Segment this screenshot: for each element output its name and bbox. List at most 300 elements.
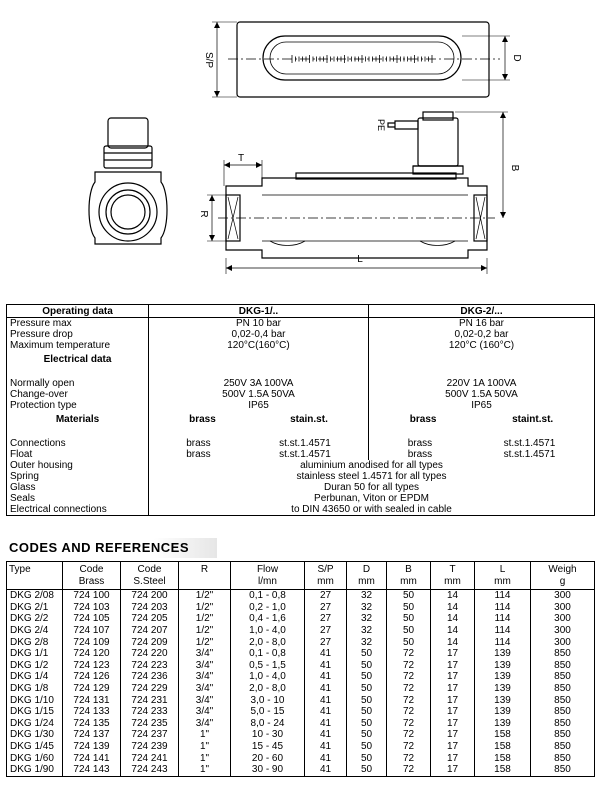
codes-table bbox=[6, 561, 595, 777]
table-cell: 27 bbox=[305, 590, 347, 602]
material-row bbox=[7, 438, 595, 449]
table-cell: 72 bbox=[387, 729, 431, 741]
column-header-line1: S/P bbox=[317, 564, 334, 575]
table-cell: 1/2" bbox=[179, 625, 231, 637]
column-header-line2: mm bbox=[444, 576, 461, 587]
table-cell: 72 bbox=[387, 706, 431, 718]
table-cell: 850 bbox=[531, 671, 595, 683]
operating-data-table bbox=[6, 304, 595, 516]
operating-row bbox=[7, 389, 595, 400]
material-rows bbox=[7, 438, 595, 460]
table-cell: 724 223 bbox=[121, 660, 179, 672]
table-row bbox=[7, 660, 595, 672]
dim-label-t: T bbox=[237, 153, 245, 164]
table-cell: 17 bbox=[431, 694, 475, 706]
table-cell: 72 bbox=[387, 671, 431, 683]
table-cell: 0,1 - 0,8 bbox=[231, 590, 305, 602]
row-label: Spring bbox=[10, 471, 39, 482]
table-cell: 0,4 - 1,6 bbox=[231, 613, 305, 625]
column-header bbox=[179, 562, 231, 590]
table-cell: DKG 2/08 bbox=[10, 590, 54, 602]
table-cell: 50 bbox=[347, 764, 387, 776]
table-cell: 724 237 bbox=[121, 729, 179, 741]
table-cell: 3,0 - 10 bbox=[231, 694, 305, 706]
table-cell: 8,0 - 24 bbox=[231, 718, 305, 730]
table-cell: 300 bbox=[531, 636, 595, 648]
column-header-line2: Brass bbox=[78, 576, 105, 587]
dkg1-value: 250V 3A 100VA bbox=[149, 378, 369, 389]
column-header-line2: g bbox=[559, 576, 566, 587]
dkg1-value: 120°C(160°C) bbox=[149, 340, 369, 351]
table-cell: 1/2" bbox=[179, 613, 231, 625]
column-header-line2: mm bbox=[494, 576, 511, 587]
technical-drawing bbox=[0, 0, 600, 290]
codes-header-row bbox=[7, 562, 595, 590]
table-cell: 114 bbox=[475, 636, 531, 648]
common-row bbox=[7, 493, 595, 504]
table-cell: 27 bbox=[305, 625, 347, 637]
table-cell: 724 100 bbox=[63, 590, 121, 602]
dkg1-value: 500V 1.5A 50VA bbox=[149, 389, 369, 400]
table-cell: 3/4" bbox=[179, 706, 231, 718]
row-label: Connections bbox=[10, 438, 66, 449]
table-cell: 3/4" bbox=[179, 660, 231, 672]
electrical-data-heading: Electrical data bbox=[43, 353, 112, 365]
table-cell: 724 129 bbox=[63, 683, 121, 695]
table-cell: 724 137 bbox=[63, 729, 121, 741]
table-cell: 50 bbox=[347, 683, 387, 695]
table-row bbox=[7, 625, 595, 637]
table-cell: 1" bbox=[179, 729, 231, 741]
table-row bbox=[7, 706, 595, 718]
column-header bbox=[121, 562, 179, 590]
column-header-line1: L bbox=[499, 564, 506, 575]
table-cell: 724 139 bbox=[63, 741, 121, 753]
table-cell: 10 - 30 bbox=[231, 729, 305, 741]
codes-body bbox=[7, 590, 595, 777]
table-cell: 724 235 bbox=[121, 718, 179, 730]
column-header-line1: D bbox=[362, 564, 371, 575]
table-cell: 50 bbox=[387, 636, 431, 648]
table-row bbox=[7, 590, 595, 602]
operating-row bbox=[7, 400, 595, 411]
column-header-line2: mm bbox=[400, 576, 417, 587]
table-cell: 17 bbox=[431, 671, 475, 683]
table-cell: 50 bbox=[347, 741, 387, 753]
table-cell: 1" bbox=[179, 741, 231, 753]
table-cell: 1,0 - 4,0 bbox=[231, 625, 305, 637]
table-cell: 14 bbox=[431, 613, 475, 625]
common-row bbox=[7, 482, 595, 493]
table-cell: 14 bbox=[431, 636, 475, 648]
table-cell: 17 bbox=[431, 648, 475, 660]
table-cell: 724 239 bbox=[121, 741, 179, 753]
materials-heading: Materials bbox=[55, 413, 100, 425]
dkg1-material-b-value: st.st.1.4571 bbox=[279, 438, 331, 449]
table-cell: DKG 1/2 bbox=[10, 659, 49, 671]
table-cell: 724 236 bbox=[121, 671, 179, 683]
table-cell: 158 bbox=[475, 741, 531, 753]
table-cell: 41 bbox=[305, 683, 347, 695]
dim-label-b: B bbox=[509, 164, 520, 172]
table-cell: 724 233 bbox=[121, 706, 179, 718]
dkg2-value: 120°C (160°C) bbox=[369, 340, 595, 351]
operating-row bbox=[7, 329, 595, 340]
table-cell: 72 bbox=[387, 741, 431, 753]
table-cell: 0,1 - 0,8 bbox=[231, 648, 305, 660]
table-cell: 850 bbox=[531, 660, 595, 672]
table-cell: 32 bbox=[347, 613, 387, 625]
table-cell: DKG 2/2 bbox=[10, 613, 49, 625]
table-cell: 724 200 bbox=[121, 590, 179, 602]
row-label: Seals bbox=[10, 493, 36, 504]
dkg1-material-a: brass bbox=[189, 413, 216, 425]
table-cell: DKG 1/45 bbox=[10, 741, 54, 753]
table-cell: 5,0 - 15 bbox=[231, 706, 305, 718]
table-cell: 1/2" bbox=[179, 590, 231, 602]
table-cell: DKG 1/60 bbox=[10, 752, 54, 764]
table-cell: 724 105 bbox=[63, 613, 121, 625]
column-header bbox=[231, 562, 305, 590]
table-row bbox=[7, 752, 595, 764]
table-cell: 17 bbox=[431, 764, 475, 776]
table-cell: 850 bbox=[531, 648, 595, 660]
table-cell: 3/4" bbox=[179, 718, 231, 730]
table-cell: 72 bbox=[387, 648, 431, 660]
table-cell: 300 bbox=[531, 602, 595, 614]
operating-row bbox=[7, 318, 595, 330]
table-cell: 3/4" bbox=[179, 648, 231, 660]
dim-label-sp: S/P bbox=[203, 51, 214, 69]
table-cell: 724 135 bbox=[63, 718, 121, 730]
table-cell: 27 bbox=[305, 613, 347, 625]
column-header bbox=[431, 562, 475, 590]
table-row bbox=[7, 741, 595, 753]
table-cell: 724 205 bbox=[121, 613, 179, 625]
table-cell: 17 bbox=[431, 660, 475, 672]
table-cell: 724 203 bbox=[121, 602, 179, 614]
table-cell: 1/2" bbox=[179, 636, 231, 648]
column-header bbox=[7, 562, 63, 590]
table-cell: 139 bbox=[475, 683, 531, 695]
table-cell: 139 bbox=[475, 660, 531, 672]
table-cell: 41 bbox=[305, 752, 347, 764]
table-cell: 41 bbox=[305, 741, 347, 753]
table-cell: 72 bbox=[387, 660, 431, 672]
table-cell: 17 bbox=[431, 741, 475, 753]
table-cell: 41 bbox=[305, 660, 347, 672]
column-header-line1: Weigh bbox=[548, 564, 577, 575]
table-row bbox=[7, 694, 595, 706]
dkg1-heading: DKG-1/.. bbox=[149, 305, 369, 318]
common-value: aluminium anodised for all types bbox=[149, 460, 595, 471]
table-cell: 724 109 bbox=[63, 636, 121, 648]
dkg2-material-a-value: brass bbox=[407, 449, 433, 460]
dkg2-value: 220V 1A 100VA bbox=[369, 378, 595, 389]
table-cell: 50 bbox=[347, 706, 387, 718]
table-cell: 50 bbox=[347, 694, 387, 706]
table-cell: 1" bbox=[179, 752, 231, 764]
dkg2-material-b: staint.st. bbox=[512, 413, 554, 425]
dim-label-d: D bbox=[511, 54, 522, 62]
operating-row bbox=[7, 378, 595, 389]
electrical-heading-row bbox=[7, 351, 595, 367]
table-row bbox=[7, 613, 595, 625]
table-cell: 724 103 bbox=[63, 602, 121, 614]
table-row bbox=[7, 648, 595, 660]
electrical-rows bbox=[7, 378, 595, 411]
table-cell: 1,0 - 4,0 bbox=[231, 671, 305, 683]
column-header bbox=[347, 562, 387, 590]
table-cell: DKG 1/8 bbox=[10, 683, 49, 695]
table-cell: 850 bbox=[531, 764, 595, 776]
dkg2-value: PN 16 bar bbox=[369, 318, 595, 330]
row-label: Normally open bbox=[10, 378, 75, 389]
table-cell: 114 bbox=[475, 602, 531, 614]
table-cell: 41 bbox=[305, 694, 347, 706]
column-header-line1: B bbox=[405, 564, 412, 575]
table-cell: 32 bbox=[347, 625, 387, 637]
dkg2-material-b-value: st.st.1.4571 bbox=[503, 449, 556, 460]
table-cell: 14 bbox=[431, 590, 475, 602]
dim-label-pe: PE bbox=[376, 118, 386, 132]
dkg2-value: 0,02-0,2 bar bbox=[369, 329, 595, 340]
table-cell: DKG 2/8 bbox=[10, 636, 49, 648]
row-label: Outer housing bbox=[10, 460, 73, 471]
table-cell: 139 bbox=[475, 671, 531, 683]
dkg2-material-a: brass bbox=[409, 413, 437, 425]
table-cell: 724 126 bbox=[63, 671, 121, 683]
table-cell: 72 bbox=[387, 683, 431, 695]
table-cell: 72 bbox=[387, 764, 431, 776]
table-row bbox=[7, 636, 595, 648]
table-cell: DKG 1/90 bbox=[10, 764, 54, 776]
table-cell: 139 bbox=[475, 718, 531, 730]
column-header-line2: mm bbox=[358, 576, 375, 587]
operating-row bbox=[7, 340, 595, 351]
column-header-line2: l/mn bbox=[258, 576, 277, 587]
table-cell: 0,2 - 1,0 bbox=[231, 602, 305, 614]
column-header-line1: Type bbox=[9, 564, 31, 575]
table-cell: 850 bbox=[531, 718, 595, 730]
table-row bbox=[7, 729, 595, 741]
row-label: Glass bbox=[10, 482, 36, 493]
table-cell: 50 bbox=[347, 671, 387, 683]
table-cell: 14 bbox=[431, 625, 475, 637]
column-header-line1: Code bbox=[137, 564, 162, 575]
dkg1-material-a-value: brass bbox=[186, 438, 211, 449]
table-cell: 1" bbox=[179, 764, 231, 776]
table-cell: 1/2" bbox=[179, 602, 231, 614]
table-cell: 17 bbox=[431, 718, 475, 730]
table-cell: 20 - 60 bbox=[231, 752, 305, 764]
dim-label-l: L bbox=[357, 254, 363, 265]
table-row bbox=[7, 671, 595, 683]
table-cell: 850 bbox=[531, 752, 595, 764]
material-row bbox=[7, 449, 595, 460]
table-cell: 0,5 - 1,5 bbox=[231, 660, 305, 672]
table-cell: 2,0 - 8,0 bbox=[231, 636, 305, 648]
table-cell: 50 bbox=[347, 729, 387, 741]
table-cell: 724 209 bbox=[121, 636, 179, 648]
materials-heading-row bbox=[7, 411, 595, 427]
column-header-line2: S.Steel bbox=[133, 576, 166, 587]
table-cell: 3/4" bbox=[179, 694, 231, 706]
common-row bbox=[7, 471, 595, 482]
table-cell: DKG 1/4 bbox=[10, 671, 49, 683]
table-cell: 724 141 bbox=[63, 752, 121, 764]
table-cell: 724 107 bbox=[63, 625, 121, 637]
row-label: Protection type bbox=[10, 400, 77, 411]
table-cell: 3/4" bbox=[179, 671, 231, 683]
dkg1-material-a-value: brass bbox=[186, 449, 211, 460]
table-cell: 17 bbox=[431, 706, 475, 718]
common-value: Perbunan, Viton or EPDM bbox=[149, 493, 595, 504]
table-cell: DKG 1/15 bbox=[10, 706, 54, 718]
table-cell: 32 bbox=[347, 590, 387, 602]
table-cell: 41 bbox=[305, 706, 347, 718]
table-cell: DKG 2/4 bbox=[10, 625, 49, 637]
pressure-rows bbox=[7, 318, 595, 352]
dkg1-material-b-value: st.st.1.4571 bbox=[279, 449, 331, 460]
table-cell: 850 bbox=[531, 694, 595, 706]
table-cell: 139 bbox=[475, 706, 531, 718]
table-cell: 50 bbox=[347, 648, 387, 660]
table-cell: 300 bbox=[531, 613, 595, 625]
table-cell: 724 241 bbox=[121, 752, 179, 764]
table-cell: 139 bbox=[475, 648, 531, 660]
table-row bbox=[7, 683, 595, 695]
table-cell: 50 bbox=[347, 752, 387, 764]
dkg2-material-a-value: brass bbox=[407, 438, 433, 449]
table-cell: 72 bbox=[387, 752, 431, 764]
table-cell: 50 bbox=[387, 590, 431, 602]
table-cell: 300 bbox=[531, 625, 595, 637]
table-cell: 850 bbox=[531, 729, 595, 741]
table-cell: 41 bbox=[305, 648, 347, 660]
table-cell: 50 bbox=[347, 718, 387, 730]
table-cell: 2,0 - 8,0 bbox=[231, 683, 305, 695]
table-cell: 27 bbox=[305, 602, 347, 614]
row-label: Float bbox=[10, 449, 33, 460]
table-cell: 17 bbox=[431, 752, 475, 764]
table-cell: 724 207 bbox=[121, 625, 179, 637]
dkg1-value: IP65 bbox=[149, 400, 369, 411]
table-cell: 850 bbox=[531, 706, 595, 718]
column-header-line1: R bbox=[200, 564, 209, 575]
column-header bbox=[63, 562, 121, 590]
table-cell: 724 243 bbox=[121, 764, 179, 776]
table-cell: 41 bbox=[305, 729, 347, 741]
table-cell: 15 - 45 bbox=[231, 741, 305, 753]
dkg2-value: 500V 1.5A 50VA bbox=[369, 389, 595, 400]
table-cell: 724 133 bbox=[63, 706, 121, 718]
table-cell: 41 bbox=[305, 764, 347, 776]
table-cell: 50 bbox=[387, 613, 431, 625]
table-cell: 114 bbox=[475, 590, 531, 602]
table-row bbox=[7, 602, 595, 614]
table-cell: DKG 1/30 bbox=[10, 729, 54, 741]
common-value: to DIN 43650 or with sealed in cable bbox=[149, 504, 595, 516]
table-cell: DKG 1/24 bbox=[10, 717, 54, 729]
common-row bbox=[7, 460, 595, 471]
table-cell: 724 229 bbox=[121, 683, 179, 695]
row-label: Maximum temperature bbox=[10, 340, 111, 351]
table-cell: DKG 1/1 bbox=[10, 648, 49, 660]
table-cell: 17 bbox=[431, 729, 475, 741]
dkg1-value: PN 10 bar bbox=[149, 318, 369, 330]
table-cell: 30 - 90 bbox=[231, 764, 305, 776]
column-header bbox=[531, 562, 595, 590]
column-header bbox=[387, 562, 431, 590]
row-label: Pressure max bbox=[10, 318, 72, 329]
table-cell: 32 bbox=[347, 602, 387, 614]
column-header-line1: T bbox=[449, 564, 456, 575]
table-cell: 158 bbox=[475, 729, 531, 741]
table-cell: DKG 1/10 bbox=[10, 694, 54, 706]
row-label: Electrical connections bbox=[10, 504, 107, 515]
table-cell: 32 bbox=[347, 636, 387, 648]
column-header-line1: Flow bbox=[256, 564, 279, 575]
table-cell: 724 220 bbox=[121, 648, 179, 660]
table-cell: 724 120 bbox=[63, 648, 121, 660]
common-value: Duran 50 for all types bbox=[149, 482, 595, 493]
column-header bbox=[305, 562, 347, 590]
table-cell: DKG 2/1 bbox=[10, 601, 49, 613]
table-cell: 27 bbox=[305, 636, 347, 648]
common-value: stainless steel 1.4571 for all types bbox=[149, 471, 595, 482]
end-view bbox=[89, 118, 167, 244]
table-cell: 41 bbox=[305, 718, 347, 730]
dkg2-value: IP65 bbox=[369, 400, 595, 411]
dkg1-value: 0,02-0,4 bar bbox=[149, 329, 369, 340]
column-header bbox=[475, 562, 531, 590]
table-cell: 139 bbox=[475, 694, 531, 706]
operating-header-row bbox=[7, 305, 595, 318]
common-rows bbox=[7, 460, 595, 516]
column-header-line2: mm bbox=[317, 576, 334, 587]
table-cell: 50 bbox=[387, 602, 431, 614]
table-cell: 850 bbox=[531, 683, 595, 695]
column-header-line1: Code bbox=[79, 564, 104, 575]
table-cell: 50 bbox=[347, 660, 387, 672]
table-cell: 850 bbox=[531, 741, 595, 753]
dkg2-material-b-value: st.st.1.4571 bbox=[503, 438, 556, 449]
table-row bbox=[7, 718, 595, 730]
table-cell: 724 123 bbox=[63, 660, 121, 672]
top-view bbox=[203, 22, 522, 97]
side-view bbox=[198, 112, 520, 274]
table-cell: 300 bbox=[531, 590, 595, 602]
table-cell: 158 bbox=[475, 752, 531, 764]
table-cell: 114 bbox=[475, 625, 531, 637]
codes-heading: CODES AND REFERENCES bbox=[6, 538, 217, 558]
table-cell: 724 143 bbox=[63, 764, 121, 776]
table-cell: 724 131 bbox=[63, 694, 121, 706]
table-cell: 72 bbox=[387, 718, 431, 730]
table-cell: 72 bbox=[387, 694, 431, 706]
table-cell: 41 bbox=[305, 671, 347, 683]
dkg2-heading: DKG-2/... bbox=[369, 305, 595, 318]
dkg1-material-b: stain.st. bbox=[290, 413, 328, 425]
table-cell: 114 bbox=[475, 613, 531, 625]
table-cell: 17 bbox=[431, 683, 475, 695]
dim-label-r: R bbox=[198, 210, 209, 218]
table-cell: 3/4" bbox=[179, 683, 231, 695]
table-cell: 158 bbox=[475, 764, 531, 776]
table-cell: 50 bbox=[387, 625, 431, 637]
row-label: Pressure drop bbox=[10, 329, 73, 340]
